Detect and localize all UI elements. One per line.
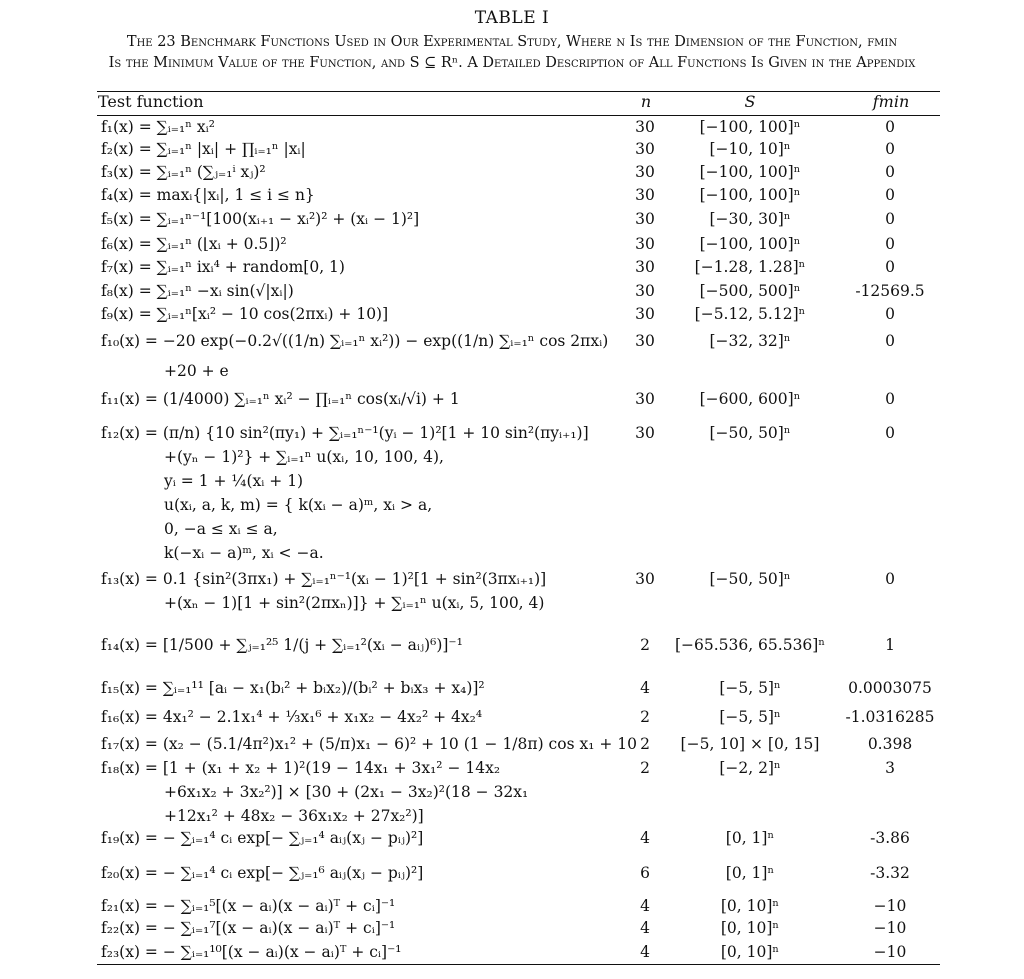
- cell-domain: [−100, 100]ⁿ: [699, 163, 801, 181]
- cell-fmin: 0: [885, 118, 895, 136]
- function-formula-continuation: +6x₁x₂ + 3x₂²)] × [30 + (2x₁ − 3x₂)²(18 − 32x₁: [164, 783, 529, 801]
- function-formula: f₁₂(x) = (π/n) {10 sin²(πy₁) + ∑ᵢ₌₁ⁿ⁻¹(yᵢ − 1)²[1 + 10 sin²(πyᵢ₊₁)]: [101, 424, 589, 442]
- table-title: TABLE I: [474, 8, 550, 28]
- cell-fmin: 0: [885, 258, 895, 276]
- function-formula: f₁₉(x) = − ∑ᵢ₌₁⁴ cᵢ exp[− ∑ⱼ₌₁⁴ aᵢⱼ(xⱼ − pᵢⱼ)²]: [101, 829, 424, 847]
- cell-domain: [−5.12, 5.12]ⁿ: [694, 305, 806, 323]
- cell-fmin: -3.86: [870, 829, 910, 847]
- cell-n: 30: [635, 282, 655, 300]
- cell-domain: [−32, 32]ⁿ: [709, 332, 791, 350]
- function-formula: f₇(x) = ∑ᵢ₌₁ⁿ ixᵢ⁴ + random[0, 1): [101, 258, 345, 276]
- function-formula-continuation: +12x₁² + 48x₂ − 36x₁x₂ + 27x₂²)]: [164, 807, 424, 825]
- function-formula: f₆(x) = ∑ᵢ₌₁ⁿ (⌊xᵢ + 0.5⌋)²: [101, 235, 287, 253]
- cell-domain: [−5, 5]ⁿ: [719, 708, 781, 726]
- cell-domain: [−2, 2]ⁿ: [719, 759, 781, 777]
- header-s: S: [744, 92, 756, 111]
- cell-n: 2: [640, 708, 650, 726]
- cell-n: 30: [635, 140, 655, 158]
- caption-line-2: Is the Minimum Value of the Function, and S ⊆ Rⁿ. A Detailed Description of All Functions Is Given in the Appendix: [108, 55, 916, 71]
- cell-n: 30: [635, 186, 655, 204]
- cell-domain: [−50, 50]ⁿ: [709, 424, 791, 442]
- function-formula-continuation: 0, −a ≤ xᵢ ≤ a,: [164, 520, 278, 538]
- function-formula: f₂₂(x) = − ∑ᵢ₌₁⁷[(x − aᵢ)(x − aᵢ)ᵀ + cᵢ]⁻¹: [101, 919, 396, 937]
- cell-domain: [−50, 50]ⁿ: [709, 570, 791, 588]
- header-fmin: fmin: [872, 92, 910, 111]
- function-formula: f₅(x) = ∑ᵢ₌₁ⁿ⁻¹[100(xᵢ₊₁ − xᵢ²)² + (xᵢ − 1)²]: [101, 210, 420, 228]
- cell-n: 30: [635, 424, 655, 442]
- cell-domain: [0, 1]ⁿ: [725, 829, 775, 847]
- cell-fmin: 0: [885, 305, 895, 323]
- function-formula: f₁₈(x) = [1 + (x₁ + x₂ + 1)²(19 − 14x₁ + 3x₁² − 14x₂: [101, 759, 501, 777]
- cell-fmin: −10: [873, 919, 907, 937]
- function-formula: f₁₃(x) = 0.1 {sin²(3πx₁) + ∑ᵢ₌₁ⁿ⁻¹(xᵢ − 1)²[1 + sin²(3πxᵢ₊₁)]: [101, 570, 547, 588]
- header-test-function: Test function: [98, 92, 204, 111]
- cell-fmin: 0: [885, 140, 895, 158]
- function-formula: f₁₄(x) = [1/500 + ∑ⱼ₌₁²⁵ 1/(j + ∑ᵢ₌₁²(xᵢ − aᵢⱼ)⁶)]⁻¹: [101, 636, 463, 654]
- function-formula: f₉(x) = ∑ᵢ₌₁ⁿ[xᵢ² − 10 cos(2πxᵢ) + 10)]: [101, 305, 389, 323]
- cell-domain: [−1.28, 1.28]ⁿ: [694, 258, 806, 276]
- function-formula: f₈(x) = ∑ᵢ₌₁ⁿ −xᵢ sin(√|xᵢ|): [101, 282, 294, 300]
- cell-fmin: -1.0316285: [845, 708, 935, 726]
- cell-fmin: −10: [873, 943, 907, 961]
- cell-fmin: 0: [885, 235, 895, 253]
- function-formula: f₂₃(x) = − ∑ᵢ₌₁¹⁰[(x − aᵢ)(x − aᵢ)ᵀ + cᵢ]⁻¹: [101, 943, 402, 961]
- function-formula-continuation: +20 + e: [164, 362, 229, 380]
- cell-domain: [0, 10]ⁿ: [720, 919, 780, 937]
- function-formula: f₁(x) = ∑ᵢ₌₁ⁿ xᵢ²: [101, 118, 215, 136]
- cell-n: 30: [635, 305, 655, 323]
- cell-domain: [−100, 100]ⁿ: [699, 186, 801, 204]
- cell-fmin: 0: [885, 163, 895, 181]
- cell-n: 4: [640, 897, 650, 915]
- cell-fmin: 1: [885, 636, 895, 654]
- cell-n: 2: [640, 636, 650, 654]
- function-formula: f₁₁(x) = (1/4000) ∑ᵢ₌₁ⁿ xᵢ² − ∏ᵢ₌₁ⁿ cos(xᵢ/√i) + 1: [101, 390, 460, 408]
- cell-domain: [−5, 5]ⁿ: [719, 679, 781, 697]
- function-formula: f₁₀(x) = −20 exp(−0.2√((1/n) ∑ᵢ₌₁ⁿ xᵢ²)) − exp((1/n) ∑ᵢ₌₁ⁿ cos 2πxᵢ): [101, 332, 609, 350]
- cell-fmin: −10: [873, 897, 907, 915]
- cell-fmin: 0: [885, 210, 895, 228]
- function-formula: f₂(x) = ∑ᵢ₌₁ⁿ |xᵢ| + ∏ᵢ₌₁ⁿ |xᵢ|: [101, 140, 306, 158]
- cell-fmin: -3.32: [870, 864, 910, 882]
- function-formula-continuation: +(yₙ − 1)²} + ∑ᵢ₌₁ⁿ u(xᵢ, 10, 100, 4),: [164, 448, 444, 466]
- cell-n: 30: [635, 570, 655, 588]
- cell-n: 30: [635, 390, 655, 408]
- table-bottom-rule: [97, 964, 940, 965]
- cell-domain: [−5, 10] × [0, 15]: [680, 735, 820, 753]
- cell-domain: [−500, 500]ⁿ: [699, 282, 801, 300]
- cell-n: 2: [640, 759, 650, 777]
- cell-n: 4: [640, 829, 650, 847]
- cell-domain: [0, 10]ⁿ: [720, 897, 780, 915]
- cell-fmin: 0: [885, 186, 895, 204]
- function-formula-continuation: k(−xᵢ − a)ᵐ, xᵢ < −a.: [164, 544, 324, 562]
- cell-n: 30: [635, 258, 655, 276]
- cell-domain: [−100, 100]ⁿ: [699, 235, 801, 253]
- cell-domain: [0, 10]ⁿ: [720, 943, 780, 961]
- function-formula: f₁₇(x) = (x₂ − (5.1/4π²)x₁² + (5/π)x₁ − 6)² + 10 (1 − 1/8π) cos x₁ + 10: [101, 735, 637, 753]
- cell-fmin: 0: [885, 570, 895, 588]
- cell-domain: [−100, 100]ⁿ: [699, 118, 801, 136]
- function-formula-continuation: u(xᵢ, a, k, m) = { k(xᵢ − a)ᵐ, xᵢ > a,: [164, 496, 433, 514]
- cell-domain: [−65.536, 65.536]ⁿ: [674, 636, 826, 654]
- cell-fmin: 0: [885, 424, 895, 442]
- cell-n: 30: [635, 163, 655, 181]
- cell-domain: [0, 1]ⁿ: [725, 864, 775, 882]
- cell-fmin: 0.398: [867, 735, 913, 753]
- header-n: n: [640, 92, 652, 111]
- cell-fmin: -12569.5: [855, 282, 925, 300]
- function-formula: f₂₁(x) = − ∑ᵢ₌₁⁵[(x − aᵢ)(x − aᵢ)ᵀ + cᵢ]⁻¹: [101, 897, 396, 915]
- cell-domain: [−600, 600]ⁿ: [699, 390, 801, 408]
- cell-n: 4: [640, 919, 650, 937]
- cell-n: 6: [640, 864, 650, 882]
- function-formula: f₄(x) = maxᵢ{|xᵢ|, 1 ≤ i ≤ n}: [101, 186, 315, 204]
- cell-n: 30: [635, 118, 655, 136]
- cell-n: 4: [640, 679, 650, 697]
- function-formula: f₁₆(x) = 4x₁² − 2.1x₁⁴ + ⅓x₁⁶ + x₁x₂ − 4x₂² + 4x₂⁴: [101, 708, 483, 726]
- cell-domain: [−30, 30]ⁿ: [709, 210, 791, 228]
- cell-n: 30: [635, 235, 655, 253]
- caption-line-1: The 23 Benchmark Functions Used in Our Experimental Study, Where n Is the Dimension of the Function, fmin: [126, 34, 898, 50]
- function-formula: f₂₀(x) = − ∑ᵢ₌₁⁴ cᵢ exp[− ∑ⱼ₌₁⁶ aᵢⱼ(xⱼ − pᵢⱼ)²]: [101, 864, 424, 882]
- cell-n: 30: [635, 332, 655, 350]
- cell-domain: [−10, 10]ⁿ: [709, 140, 791, 158]
- cell-n: 30: [635, 210, 655, 228]
- cell-n: 2: [640, 735, 650, 753]
- function-formula-continuation: yᵢ = 1 + ¼(xᵢ + 1): [164, 472, 304, 490]
- cell-n: 4: [640, 943, 650, 961]
- function-formula-continuation: +(xₙ − 1)[1 + sin²(2πxₙ)]} + ∑ᵢ₌₁ⁿ u(xᵢ, 5, 100, 4): [164, 594, 545, 612]
- cell-fmin: 0: [885, 332, 895, 350]
- table-top-rule: [97, 91, 940, 92]
- cell-fmin: 0: [885, 390, 895, 408]
- function-formula: f₃(x) = ∑ᵢ₌₁ⁿ (∑ⱼ₌₁ⁱ xⱼ)²: [101, 163, 266, 181]
- cell-fmin: 3: [885, 759, 895, 777]
- cell-fmin: 0.0003075: [848, 679, 932, 697]
- function-formula: f₁₅(x) = ∑ᵢ₌₁¹¹ [aᵢ − x₁(bᵢ² + bᵢx₂)/(bᵢ² + bᵢx₃ + x₄)]²: [101, 679, 485, 697]
